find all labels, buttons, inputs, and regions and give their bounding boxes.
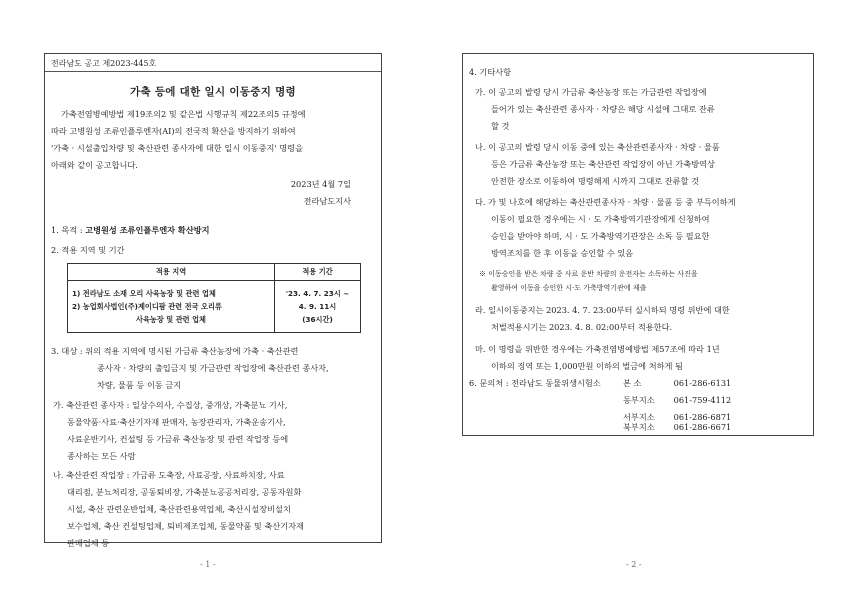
target-line: 차량, 물품 등 이동 금지 [97, 380, 182, 390]
notice-date: 2023년 4월 7일 [290, 179, 351, 189]
item-ga-line: 할 것 [491, 121, 510, 131]
col-period-header: 적용 기간 [275, 264, 361, 281]
item-da-line: 이동이 필요한 경우에는 시 · 도 가축방역기관장에게 신청하여 [491, 214, 710, 224]
facilities-line: 대리점, 분뇨처리장, 공동퇴비장, 가축분뇨공공처리장, 공동자원화 [67, 487, 302, 497]
page-number-2: - 2 - [626, 560, 642, 569]
contact-row [623, 419, 731, 436]
intro-line: 따라 고병원성 조류인플루엔자(AI)의 전국적 확산을 방지하기 위하여 [51, 126, 296, 136]
intro-line: 가축전염병예방법 제19조의2 및 같은법 시행규칙 제22조의5 규정에 [61, 109, 306, 119]
document-page-2 [462, 53, 814, 436]
area-cell [68, 281, 275, 333]
contact-row [623, 392, 731, 409]
facilities-line: 판매업체 등 [67, 538, 110, 548]
item-ga-line: 들어가 있는 축산관련 종사자 · 차량은 해당 시설에 그대로 잔류 [491, 104, 715, 114]
area-line: 2) 농업회사법인(주)제이디팜 관련 전국 오리류 [72, 302, 222, 311]
contact-office: 본 소 [623, 378, 642, 388]
item-na-line: 나. 이 공고의 발령 당시 이동 중에 있는 축산관련종사자 · 차량 · 물품 [475, 142, 720, 152]
item-ma-line: 마. 이 명령을 위반한 경우에는 가축전염병예방법 제57조에 따라 1년 [475, 344, 720, 354]
target-line: 3. 대상 : 위의 적용 지역에 명시된 가금류 축산농장에 가축 · 축산관련 [51, 346, 299, 356]
contact-phone: 061-286-6131 [673, 378, 732, 388]
area-line: 1) 전라남도 소재 오리 사육농장 및 관련 업체 [72, 289, 216, 298]
period-line: 4. 9. 11시 [298, 302, 337, 311]
item-da-line: 방역조치를 한 후 이동을 승인할 수 있음 [491, 248, 634, 258]
item-ra-line: 라. 일시이동중지는 2023. 4. 7. 23:00부터 실시하되 명령 위반에 대한 [475, 305, 730, 315]
period-cell [275, 281, 361, 333]
issuer: 전라남도지사 [303, 196, 351, 206]
contact-heading: 6. 문의처 : 전라남도 동물위생시험소 [469, 378, 601, 388]
item-da-line: 승인을 받아야 하며, 시 · 도 가축방역기관장은 소독 등 필요한 [491, 231, 710, 241]
col-area-header: 적용 지역 [68, 264, 275, 281]
schedule-table [67, 263, 361, 333]
contact-phone: 061-286-6871 [673, 412, 732, 422]
item-na-line: 안전한 장소로 이동하여 명령해제 시까지 그대로 잔류할 것 [491, 176, 700, 186]
purpose-section [51, 222, 210, 239]
workers-line: 사료운반기사, 컨설팅 등 가금류 축산농장 및 관련 작업장 등에 [67, 434, 289, 444]
other-heading: 4. 기타사항 [469, 67, 512, 77]
note-line: 촬영하여 이동을 승인한 시·도 가축방역기관에 제출 [491, 284, 647, 292]
item-ra-line: 처벌적용시기는 2023. 4. 8. 02:00부터 적용한다. [491, 322, 673, 332]
document-title: 가축 등에 대한 일시 이동중지 명령 [130, 86, 296, 98]
note-line: ※ 이동승인을 받은 차량 중 사료 운반 차량의 운전자는 소독하는 사진을 [479, 270, 698, 278]
header-divider [45, 71, 381, 72]
contact-office: 북부지소 [623, 422, 655, 432]
page-number-1: - 1 - [200, 560, 216, 569]
target-line: 종사자 · 차량의 출입금지 및 가금관련 작업장에 축산관련 종사자, [97, 363, 329, 373]
contact-office: 동부지소 [623, 395, 655, 405]
contact-office: 서부지소 [623, 412, 655, 422]
notice-number: 전라남도 공고 제2023-445호 [51, 59, 157, 68]
facilities-line: 나. 축산관련 작업장 : 가금류 도축장, 사료공장, 사료하치장, 사료 [53, 470, 285, 480]
facilities-line: 시설, 축산 관련운반업체, 축산관련용역업체, 축산시설장비설치 [67, 504, 291, 514]
period-line: (36시간) [302, 315, 333, 324]
item-na-line: 등은 가금류 축산농장 또는 축산관련 작업장이 아닌 가축방역상 [491, 159, 715, 169]
contact-phone: 061-759-4112 [673, 395, 732, 405]
intro-line: '가축 · 시설출입차량 및 축산관련 종사자에 대한 일시 이동중지' 명령을 [51, 143, 303, 153]
workers-line: 가. 축산관련 종사자 : 일상수의사, 수집상, 중개상, 가축분뇨 기사, [53, 400, 288, 410]
workers-line: 종사하는 모든 사람 [67, 451, 136, 461]
purpose-value: 고병원성 조류인플루엔자 확산방지 [85, 225, 210, 235]
area-line: 사육농장 및 관련 업체 [136, 315, 206, 324]
contact-row [623, 375, 731, 392]
purpose-label: 1. 목적 : [51, 225, 83, 235]
intro-line: 아래와 같이 공고합니다. [51, 160, 138, 170]
contact-phone: 061-286-6671 [673, 422, 732, 432]
item-ga-line: 가. 이 공고의 발령 당시 가금류 축산농장 또는 가금관련 작업장에 [475, 87, 707, 97]
period-line: '23. 4. 7. 23시 ~ [285, 289, 350, 298]
document-page-1 [44, 53, 382, 548]
item-da-line: 다. 가 및 나호에 해당하는 축산관련종사자 · 차량 · 물품 등 중 부득이하게 [475, 197, 736, 207]
facilities-line: 보수업체, 축산 컨설팅업체, 퇴비제조업체, 동물약품 및 축산기자재 [67, 521, 304, 531]
item-ma-line: 이하의 징역 또는 1,000만원 이하의 벌금에 처하게 됨 [491, 361, 683, 371]
workers-line: 동물약품·사료·축산기자재 판매자, 농장관리자, 가축운송기사, [67, 417, 286, 427]
area-heading: 2. 적용 지역 및 기간 [51, 245, 125, 255]
